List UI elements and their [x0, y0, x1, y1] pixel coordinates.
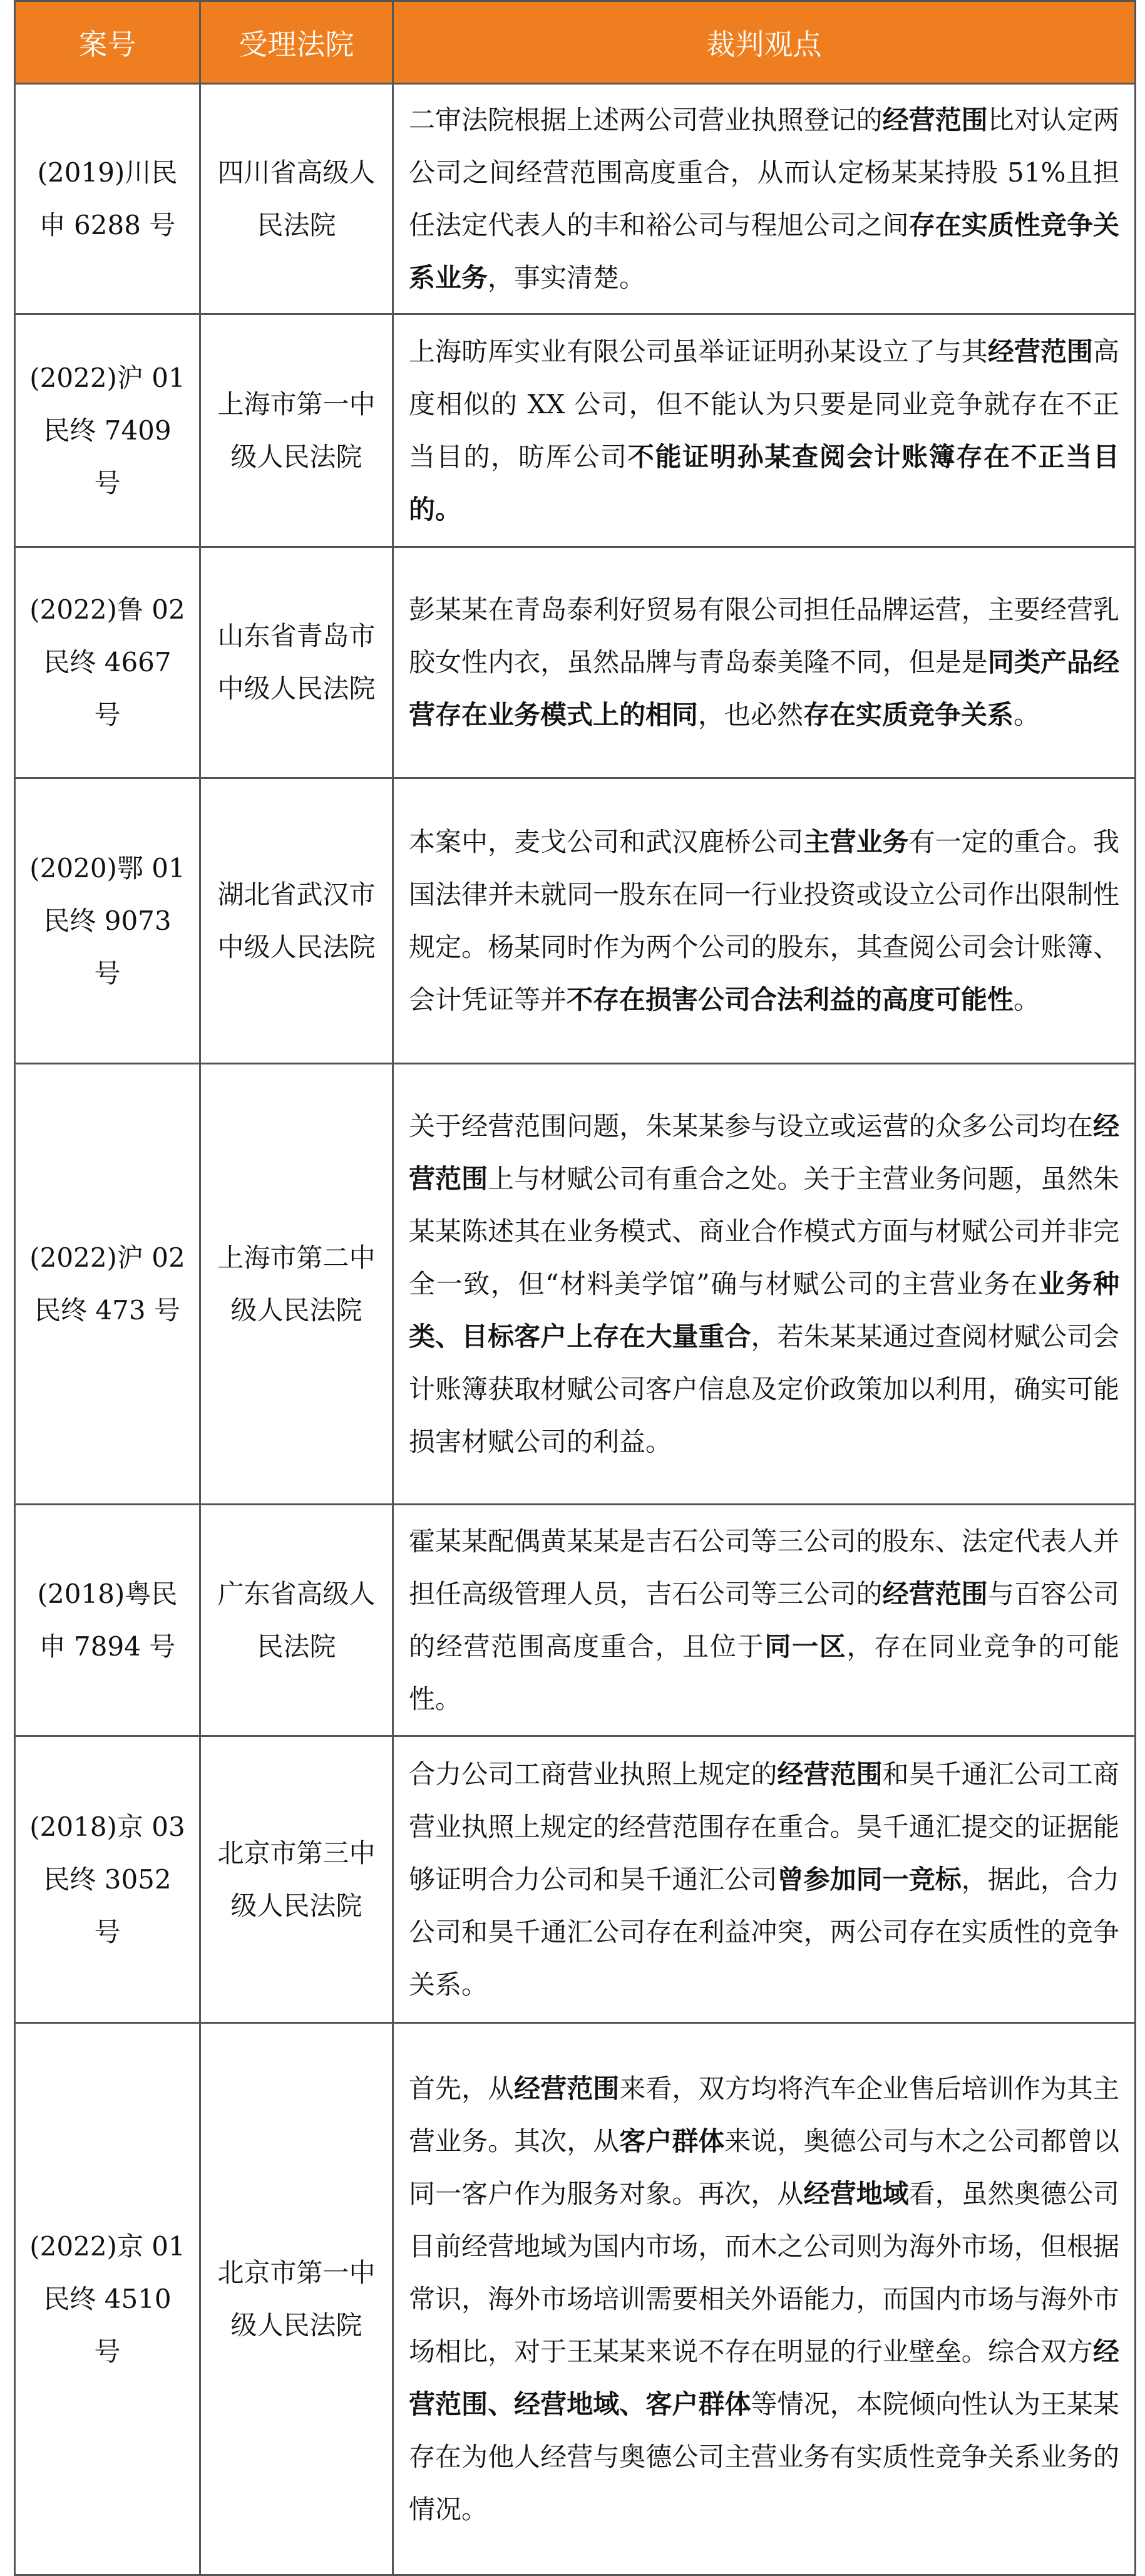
opinion-text: 和昊千通汇公司工商营业执照上规定的经营范围存在重合。昊千通汇提交的证据能够证明合力公司和昊千通汇公司 — [409, 1758, 1119, 1895]
opinion-text: 来看，双方均将汽车企业售后培训作为其主营业务。其次，从 — [409, 2073, 1119, 2156]
opinion-text: 合力公司工商营业执照上规定的 — [409, 1758, 778, 1790]
court-cell: 湖北省武汉市中级人民法院 — [200, 778, 393, 1064]
opinion-emphasis: 经营范围 — [882, 104, 988, 135]
table-row — [15, 778, 1136, 1064]
opinion-text: ，据此，合力公司和昊千通汇公司存在利益冲突，两公司存在实质性的竞争关系。 — [409, 1863, 1119, 2000]
table-header — [15, 1, 1136, 84]
opinion-text: 上海昉厍实业有限公司虽举证证明孙某设立了与其 — [409, 336, 988, 367]
opinion-emphasis: 经营范围 — [514, 2073, 620, 2104]
opinion-cell — [393, 2023, 1136, 2575]
opinion-emphasis: 主营业务 — [803, 826, 909, 857]
opinion-emphasis: 客户群体 — [619, 2125, 725, 2156]
opinion-text: 。 — [1014, 984, 1040, 1015]
opinion-emphasis: 不能证明孙某查阅会计账簿存在不正当目的。 — [409, 441, 1119, 525]
opinion-emphasis: 经营范围、经营地域、客户群体 — [409, 2336, 1119, 2419]
opinion-emphasis: 经营范围 — [987, 336, 1093, 367]
court-cell: 广东省高级人民法院 — [200, 1505, 393, 1736]
opinion-emphasis: 曾参加同一竞标 — [777, 1863, 962, 1895]
header-case-number: 案号 — [15, 1, 200, 84]
opinion-text: 比对认定两公司之间经营范围高度重合，从而认定杨某某持股 51%且担任法定代表人的丰和裕公司与程旭公司之间 — [409, 104, 1119, 240]
case-number-cell: (2020)鄂 01 民终 9073 号 — [15, 778, 200, 1064]
opinion-text: 来说，奥德公司与木之公司都曾以同一客户作为服务对象。再次，从 — [409, 2125, 1119, 2209]
header-row — [15, 1, 1136, 84]
opinion-text: 上与材赋公司有重合之处。关于主营业务问题，虽然朱某某陈述其在业务模式、商业合作模式方面与材赋公司并非完全一致，但“材料美学馆”确与材赋公司的主营业务在 — [409, 1163, 1119, 1299]
table-row — [15, 1064, 1136, 1505]
opinion-text: 二审法院根据上述两公司营业执照登记的 — [409, 104, 883, 135]
table-row — [15, 2023, 1136, 2575]
opinion-emphasis: 经营地域 — [803, 2178, 909, 2209]
opinion-cell — [393, 547, 1136, 778]
opinion-emphasis: 业务种类、目标客户上存在大量重合 — [409, 1268, 1119, 1352]
opinion-text: 高度相似的 XX 公司，但不能认为只要是同业竞争就存在不正当目的，昉厍公司 — [409, 336, 1119, 472]
opinion-cell — [393, 1736, 1136, 2023]
opinion-text: 霍某某配偶黄某某是吉石公司等三公司的股东、法定代表人并担任高级管理人员，吉石公司等三公司的 — [409, 1525, 1119, 1609]
opinion-cell — [393, 1064, 1136, 1505]
opinion-text: 彭某某在青岛泰利好贸易有限公司担任品牌运营，主要经营乳胶女性内衣，虽然品牌与青岛泰美隆不同，但是是 — [409, 594, 1119, 677]
opinion-emphasis: 经营范围 — [409, 1110, 1119, 1194]
opinion-emphasis: 不存在损害公司合法利益的高度可能性 — [567, 984, 1014, 1015]
opinion-emphasis: 存在实质性竞争关系业务 — [409, 209, 1119, 293]
opinion-text: 与百容公司的经营范围高度重合，且位于 — [409, 1578, 1119, 1662]
opinion-emphasis: 经营范围 — [882, 1578, 988, 1609]
opinion-text: 本案中，麦戈公司和武汉鹿桥公司 — [409, 826, 804, 857]
table-row — [15, 547, 1136, 778]
court-cell: 北京市第三中级人民法院 — [200, 1736, 393, 2023]
opinion-text: 关于经营范围问题，朱某某参与设立或运营的众多公司均在 — [409, 1110, 1093, 1141]
header-court: 受理法院 — [200, 1, 393, 84]
court-cell: 上海市第一中级人民法院 — [200, 314, 393, 547]
opinion-emphasis: 同一区 — [764, 1631, 847, 1662]
header-opinion: 裁判观点 — [393, 1, 1136, 84]
case-number-cell: (2018)粤民申 7894 号 — [15, 1505, 200, 1736]
opinion-text: 首先，从 — [409, 2073, 515, 2104]
opinion-text: 等情况，本院倾向性认为王某某存在为他人经营与奥德公司主营业务有实质性竞争关系业务的情况。 — [409, 2388, 1119, 2525]
opinion-text: ，事实清楚。 — [488, 262, 646, 293]
case-number-cell: (2022)沪 02 民终 473 号 — [15, 1064, 200, 1505]
court-cell: 北京市第一中级人民法院 — [200, 2023, 393, 2575]
table-row — [15, 1505, 1136, 1736]
table-row — [15, 1736, 1136, 2023]
page — [14, 0, 1134, 2576]
opinion-emphasis: 同类产品经营存在业务模式上的相同 — [409, 647, 1119, 730]
opinion-cell — [393, 1505, 1136, 1736]
case-number-cell: (2022)京 01 民终 4510 号 — [15, 2023, 200, 2575]
case-number-cell: (2022)沪 01 民终 7409 号 — [15, 314, 200, 547]
opinion-text: ，若朱某某通过查阅材赋公司会计账簿获取材赋公司客户信息及定价政策加以利用，确实可能损害材赋公司的利益。 — [409, 1321, 1119, 1457]
court-cell: 山东省青岛市中级人民法院 — [200, 547, 393, 778]
opinion-text: 看，虽然奥德公司目前经营地域为国内市场，而木之公司则为海外市场，但根据常识，海外市场培训需要相关外语能力，而国内市场与海外市场相比，对于王某某来说不存在明显的行业壁垒。综合双方 — [409, 2178, 1119, 2367]
court-cell: 上海市第二中级人民法院 — [200, 1064, 393, 1505]
opinion-text: ，存在同业竞争的可能性。 — [409, 1631, 1119, 1714]
opinion-text: 。 — [1014, 699, 1040, 730]
opinion-cell — [393, 314, 1136, 547]
opinion-text: 有一定的重合。我国法律并未就同一股东在同一行业投资或设立公司作出限制性规定。杨某同时作为两个公司的股东，其查阅公司会计账簿、会计凭证等并 — [409, 826, 1119, 1015]
case-number-cell: (2018)京 03 民终 3052 号 — [15, 1736, 200, 2023]
case-number-cell: (2019)川民申 6288 号 — [15, 84, 200, 314]
table-body — [15, 84, 1136, 2575]
opinion-cell — [393, 778, 1136, 1064]
opinion-cell — [393, 84, 1136, 314]
case-table — [14, 0, 1136, 2576]
case-number-cell: (2022)鲁 02 民终 4667 号 — [15, 547, 200, 778]
opinion-emphasis: 存在实质竞争关系 — [803, 699, 1014, 730]
table-row — [15, 84, 1136, 314]
court-cell: 四川省高级人民法院 — [200, 84, 393, 314]
opinion-emphasis: 经营范围 — [777, 1758, 883, 1790]
opinion-text: ，也必然 — [698, 699, 804, 730]
table-row — [15, 314, 1136, 547]
